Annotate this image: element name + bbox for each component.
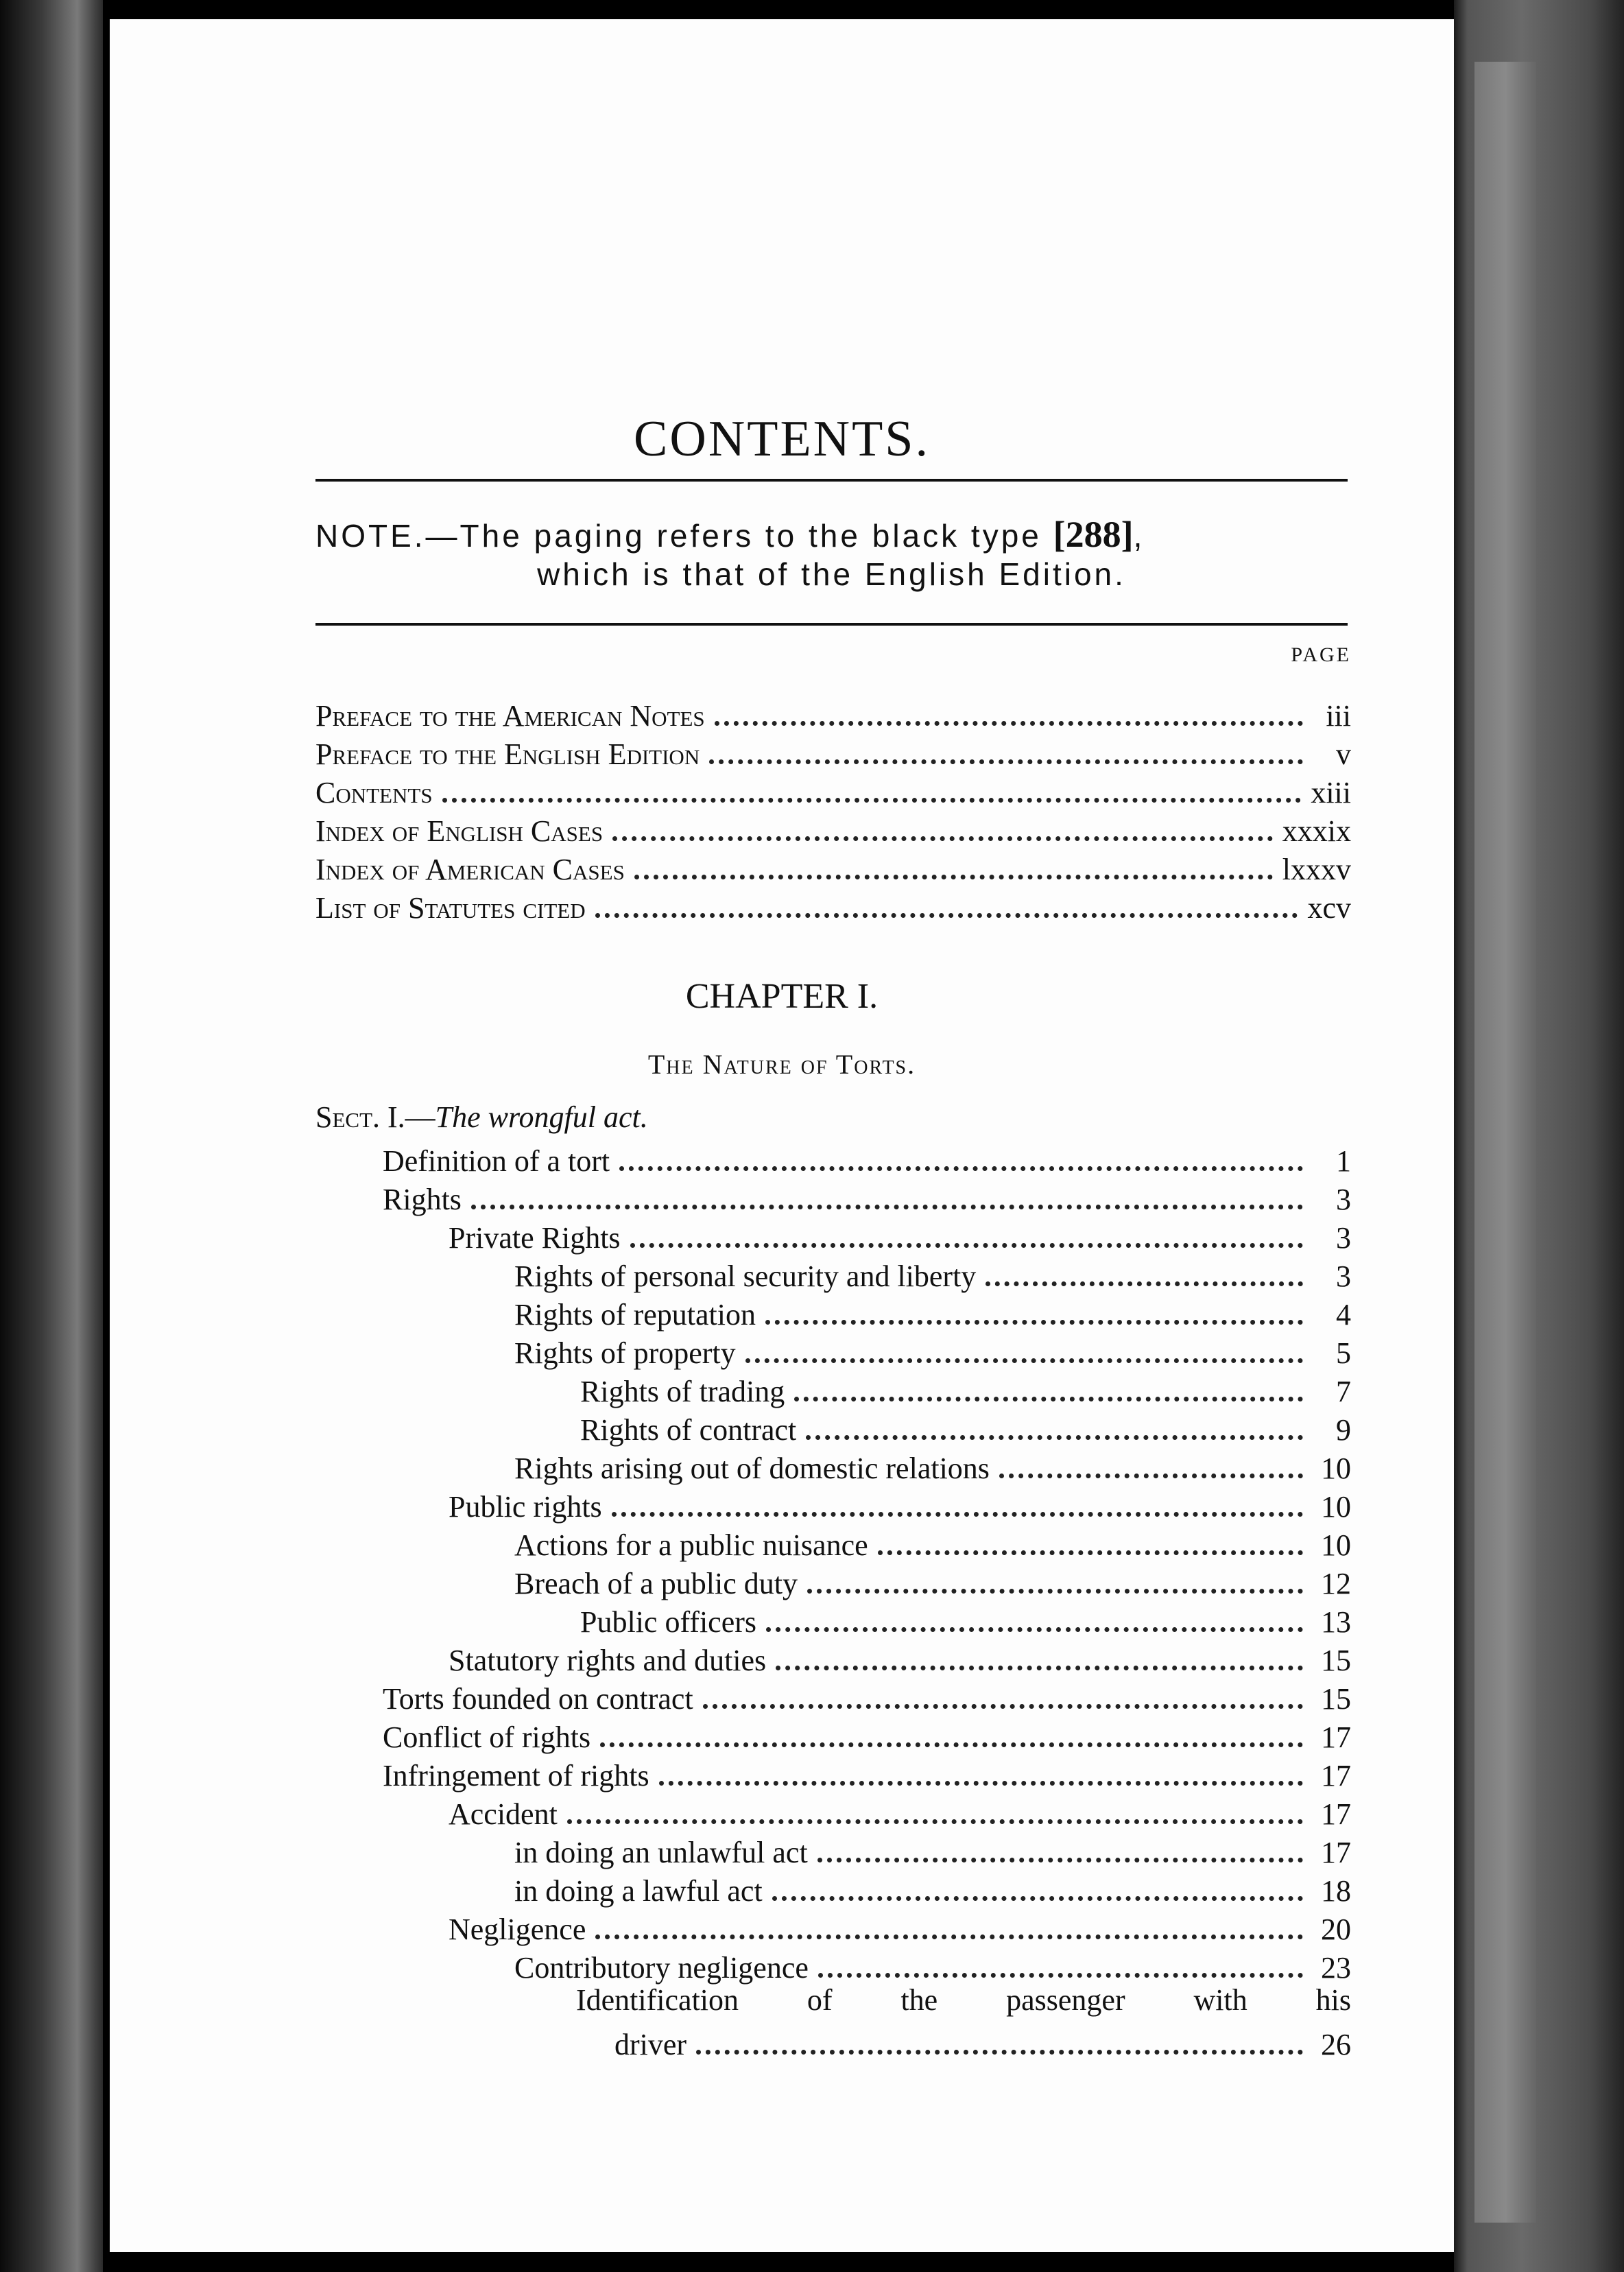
entry-label: Contributory negligence <box>514 1951 809 1985</box>
leader-dots <box>999 1464 1303 1478</box>
leader-dots <box>471 1195 1303 1209</box>
entry-label: Actions for a public nuisance <box>514 1528 868 1562</box>
leader-dots <box>612 827 1273 841</box>
entry-page-number: 10 <box>1321 1452 1351 1485</box>
leader-dots <box>709 750 1303 764</box>
front-matter-label: Index of English Cases <box>315 814 604 848</box>
entry-row <box>383 1680 1351 1718</box>
entry-label: Conflict of rights <box>383 1720 591 1754</box>
entry-page-number: 15 <box>1321 1644 1351 1677</box>
note-line-2: which is that of the English Edition. <box>537 556 1126 592</box>
front-matter-page-number: lxxxv <box>1282 853 1351 886</box>
chapter-number: CHAPTER I. <box>685 977 879 1016</box>
leader-dots <box>600 1733 1303 1747</box>
top-rule <box>315 479 1348 482</box>
leader-dots <box>595 903 1298 918</box>
front-matter-page-number: xxxix <box>1282 814 1351 848</box>
leader-dots <box>807 1579 1303 1594</box>
front-matter-row <box>315 851 1351 889</box>
entry-page-number: 3 <box>1336 1259 1351 1293</box>
entry-label: Statutory rights and duties <box>449 1644 767 1677</box>
front-matter-label: Index of American Cases <box>315 853 625 886</box>
page-column-header: PAGE <box>1291 643 1351 666</box>
front-matter-row <box>315 812 1351 851</box>
entry-label: in doing a lawful act <box>514 1874 763 1908</box>
wrapped-word: the <box>900 1983 938 2017</box>
entry-label: Rights of trading <box>580 1375 785 1408</box>
entry-row <box>514 1449 1351 1488</box>
entry-page-number: 9 <box>1336 1413 1351 1447</box>
entry-row <box>514 1565 1351 1603</box>
entry-page-number: 10 <box>1321 1528 1351 1562</box>
leader-dots <box>765 1310 1303 1325</box>
entry-label: Rights of contract <box>580 1413 797 1447</box>
entry-page-number: 17 <box>1321 1797 1351 1831</box>
wrapped-word: passenger <box>1006 1983 1125 2017</box>
entry-row <box>449 1795 1351 1834</box>
entry-page-number: 1 <box>1336 1144 1351 1178</box>
entry-row <box>580 1411 1351 1449</box>
leader-dots <box>634 865 1273 879</box>
entry-row <box>449 1910 1351 1949</box>
leader-dots <box>794 1387 1303 1401</box>
front-matter-label: Preface to the American Notes <box>315 699 705 733</box>
entry-wrapped-first-line <box>576 1983 1351 2017</box>
contents-title: CONTENTS. <box>634 411 930 467</box>
leader-dots <box>818 1963 1303 1978</box>
entry-page-number: 15 <box>1321 1682 1351 1716</box>
book-page <box>110 19 1454 2252</box>
entry-label: Definition of a tort <box>383 1144 610 1178</box>
entry-row <box>514 1834 1351 1872</box>
leader-dots <box>595 1925 1303 1939</box>
leader-dots <box>766 1618 1303 1632</box>
leader-dots <box>817 1848 1303 1862</box>
entry-page-number: 18 <box>1321 1874 1351 1908</box>
wrapped-word: with <box>1193 1983 1247 2017</box>
entry-label: Rights arising out of domestic relations <box>514 1452 990 1485</box>
entry-row <box>383 1718 1351 1757</box>
entry-row <box>514 1257 1351 1296</box>
leader-dots <box>659 1771 1303 1786</box>
front-matter-row <box>315 697 1351 735</box>
front-matter-label: Preface to the English Edition <box>315 737 700 771</box>
scan-left-edge <box>0 0 103 2272</box>
bottom-rule <box>315 623 1348 626</box>
entry-page-number: 7 <box>1336 1375 1351 1408</box>
entry-row <box>514 1334 1351 1373</box>
entry-row <box>383 1142 1351 1181</box>
leader-dots <box>745 1349 1303 1363</box>
leader-dots <box>772 1886 1303 1901</box>
leader-dots <box>776 1656 1303 1670</box>
front-matter-label: Contents <box>315 776 433 809</box>
entry-page-number: 3 <box>1336 1221 1351 1255</box>
entry-page-number: 20 <box>1321 1913 1351 1946</box>
front-matter-page-number: xiii <box>1311 776 1351 809</box>
entry-label: Rights of personal security and liberty <box>514 1259 977 1293</box>
entry-row <box>449 1219 1351 1257</box>
section-heading <box>315 1100 648 1135</box>
entry-label: driver <box>614 2028 687 2061</box>
entry-page-number: 23 <box>1321 1951 1351 1985</box>
entry-label: Rights of property <box>514 1336 736 1370</box>
leader-dots <box>630 1233 1303 1248</box>
wrapped-word: of <box>807 1983 833 2017</box>
entry-page-number: 4 <box>1336 1298 1351 1332</box>
book-page-edges <box>1474 62 1536 2223</box>
leader-dots <box>986 1272 1303 1286</box>
entry-row <box>514 1949 1351 1987</box>
entry-page-number: 10 <box>1321 1490 1351 1524</box>
leader-dots <box>612 1502 1303 1517</box>
wrapped-word: his <box>1315 1983 1351 2017</box>
entry-row <box>580 1603 1351 1642</box>
entry-label: Public officers <box>580 1605 757 1639</box>
front-matter-page-number: v <box>1336 737 1351 771</box>
entry-page-number: 13 <box>1321 1605 1351 1639</box>
entry-label: Breach of a public duty <box>514 1567 798 1600</box>
entry-page-number: 26 <box>1321 2028 1351 2061</box>
leader-dots <box>567 1810 1303 1824</box>
entry-label: Infringement of rights <box>383 1759 649 1792</box>
entry-row <box>514 1526 1351 1565</box>
entry-row <box>614 2026 1351 2064</box>
entry-page-number: 3 <box>1336 1183 1351 1216</box>
entry-page-number: 5 <box>1336 1336 1351 1370</box>
entry-row <box>449 1488 1351 1526</box>
chapter-title: The Nature of Torts. <box>647 1049 916 1080</box>
entry-page-number: 17 <box>1321 1836 1351 1869</box>
entry-label: in doing an unlawful act <box>514 1836 808 1869</box>
front-matter-page-number: iii <box>1326 699 1351 733</box>
entry-label: Public rights <box>449 1490 602 1524</box>
entry-row <box>514 1296 1351 1334</box>
entry-label: Torts founded on contract <box>383 1682 693 1716</box>
section-title: The wrongful act. <box>435 1100 648 1134</box>
front-matter-label: List of Statutes cited <box>315 891 586 925</box>
entry-row <box>383 1181 1351 1219</box>
entry-page-number: 17 <box>1321 1720 1351 1754</box>
leader-dots <box>696 2040 1303 2055</box>
entry-row <box>514 1872 1351 1910</box>
section-label: Sect. I.— <box>315 1100 435 1134</box>
leader-dots <box>806 1425 1303 1440</box>
front-matter-row <box>315 889 1351 927</box>
entry-row <box>383 1757 1351 1795</box>
entry-label: Negligence <box>449 1913 586 1946</box>
entry-page-number: 12 <box>1321 1567 1351 1600</box>
leader-dots <box>703 1694 1303 1709</box>
note-line-1 <box>315 513 1348 556</box>
entry-row <box>449 1642 1351 1680</box>
leader-dots <box>715 711 1303 726</box>
entry-page-number: 17 <box>1321 1759 1351 1792</box>
entry-label: Rights <box>383 1183 462 1216</box>
front-matter-row <box>315 735 1351 774</box>
entry-row <box>580 1373 1351 1411</box>
wrapped-word: Identification <box>576 1983 739 2017</box>
front-matter-page-number: xcv <box>1307 891 1351 925</box>
note-suffix: , <box>1133 518 1145 554</box>
note-prefix: NOTE.—The paging refers to the black type <box>315 518 1053 554</box>
entry-label: Accident <box>449 1797 558 1831</box>
leader-dots <box>442 788 1302 803</box>
leader-dots <box>878 1541 1303 1555</box>
note-example: [288] <box>1053 514 1134 555</box>
front-matter-row <box>315 774 1351 812</box>
entry-label: Rights of reputation <box>514 1298 756 1332</box>
leader-dots <box>619 1157 1303 1171</box>
entry-label: Private Rights <box>449 1221 621 1255</box>
